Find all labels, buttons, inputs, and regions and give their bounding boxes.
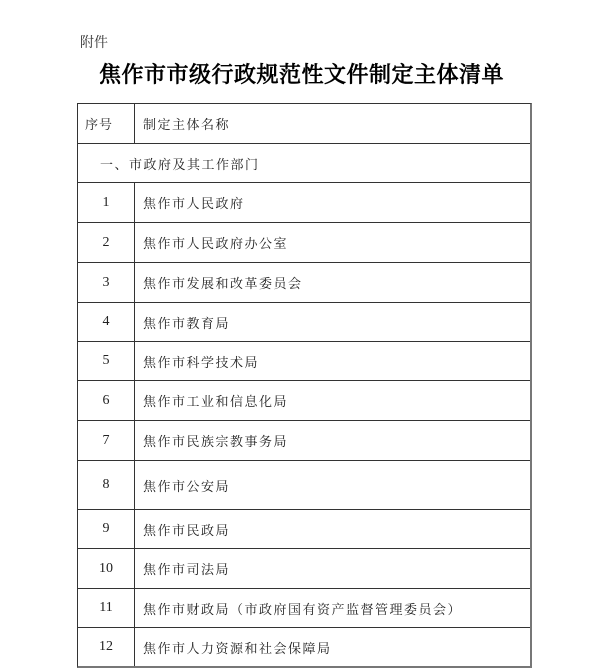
- row-number: 9: [78, 510, 135, 548]
- table-row: [78, 342, 530, 381]
- table-row: [78, 183, 530, 223]
- row-number: 10: [78, 549, 135, 588]
- document-title: 焦作市市级行政规范性文件制定主体清单: [98, 63, 504, 88]
- row-name: 焦作市民族宗教事务局: [143, 435, 289, 450]
- table-row: [78, 303, 530, 342]
- row-name: 焦作市人民政府: [143, 197, 245, 212]
- row-name: 焦作市司法局: [143, 563, 231, 578]
- header-name: 制定主体名称: [143, 118, 231, 133]
- row-number: 8: [78, 461, 135, 509]
- row-number: 7: [78, 421, 135, 460]
- row-name: 焦作市民政局: [143, 523, 231, 539]
- header-number: 序号: [78, 104, 135, 143]
- row-name: 焦作市工业和信息化局: [143, 395, 289, 410]
- table-row: [78, 381, 530, 421]
- row-name: 焦作市发展和改革委员会: [143, 277, 303, 292]
- table-row: [78, 549, 530, 589]
- table-row: [78, 263, 530, 303]
- table-row: [78, 510, 530, 549]
- row-name: 焦作市财政局（市政府国有资产监督管理委员会）: [143, 602, 463, 618]
- row-number: 1: [78, 183, 135, 222]
- row-name: 焦作市公安局: [143, 479, 231, 495]
- section-row: [78, 144, 530, 183]
- row-number: 6: [78, 381, 135, 420]
- table-row: [78, 421, 530, 461]
- row-number: 12: [78, 628, 135, 666]
- table-header-row: [78, 104, 530, 144]
- row-name: 焦作市科学技术局: [143, 355, 260, 371]
- entity-list-table: [77, 103, 532, 668]
- row-number: 2: [78, 223, 135, 262]
- row-name: 焦作市教育局: [143, 316, 231, 332]
- row-number: 3: [78, 263, 135, 302]
- row-number: 11: [78, 589, 135, 627]
- row-name: 焦作市人民政府办公室: [143, 237, 289, 252]
- table-row: [78, 628, 530, 666]
- table-row: [78, 461, 530, 510]
- row-number: 5: [78, 342, 135, 380]
- table-row: [78, 223, 530, 263]
- table-row: [78, 589, 530, 628]
- row-number: 4: [78, 303, 135, 341]
- section-title: 一、市政府及其工作部门: [100, 157, 260, 173]
- attachment-label: 附件: [80, 35, 108, 51]
- row-name: 焦作市人力资源和社会保障局: [143, 641, 332, 657]
